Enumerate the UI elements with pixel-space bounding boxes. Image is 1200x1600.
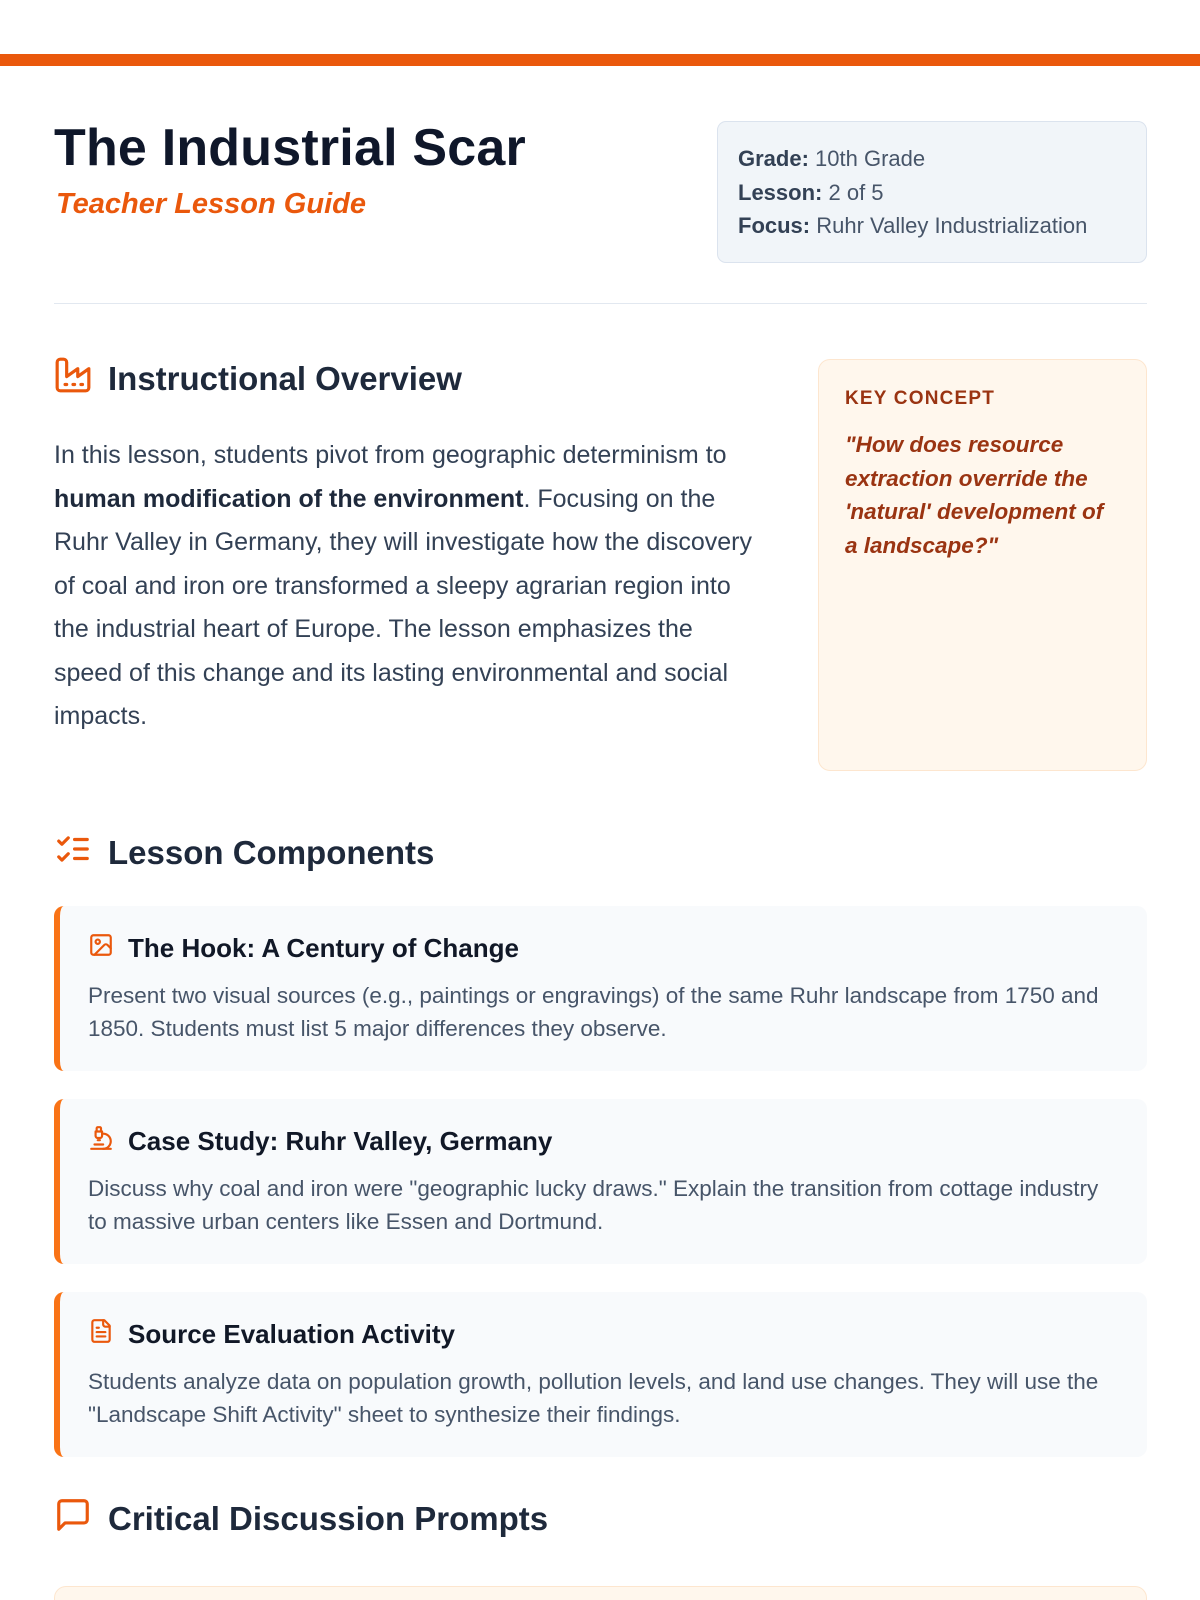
component-description: Discuss why coal and iron were "geographic lucky draws." Explain the transition from cottage industry to massive urban centers like Essen and Dortmund. [88, 1176, 1099, 1234]
page-title: The Industrial Scar [54, 119, 526, 177]
page-subtitle: Teacher Lesson Guide [56, 188, 366, 220]
component-card-case-study [54, 1099, 1147, 1264]
key-concept-quote: "How does resource extraction override the 'natural' development of a landscape?" [845, 432, 1104, 558]
document-header [54, 66, 1147, 304]
component-description: Present two visual sources (e.g., paintings or engravings) of the same Ruhr landscape from 1750 and 1850. Students must list 5 major differences they observe. [88, 983, 1099, 1041]
discussion-heading-label: Critical Discussion Prompts [108, 1500, 549, 1537]
component-card-source-evaluation [54, 1292, 1147, 1457]
key-concept-label: KEY CONCEPT [845, 388, 996, 409]
component-title: Source Evaluation Activity [128, 1319, 456, 1349]
overview-heading [54, 356, 462, 402]
document-icon [88, 1318, 114, 1351]
discussion-heading [54, 1496, 548, 1542]
lesson-guide-page [54, 66, 1147, 1537]
top-accent-bar [0, 54, 1200, 66]
component-card-hook [54, 906, 1147, 1071]
component-description: Students analyze data on population growth, pollution levels, and land use changes. They will use the "Landscape Shift Activity" sheet to synthesize their findings. [88, 1369, 1099, 1427]
microscope-icon [88, 1125, 114, 1158]
factory-icon [54, 356, 92, 402]
key-concept-box [818, 359, 1147, 771]
lesson-meta-box [717, 121, 1147, 263]
overview-paragraph: In this lesson, students pivot from geographic determinism to human modification of the environment. Focusing on the Ruhr Valley in Germany, they will investigate how the discovery of coal and iron ore transformed a sleepy agrarian region into the industrial heart of Europe. The lesson emphasizes the speed of this change and its lasting environmental and social impacts. [54, 441, 752, 730]
components-heading-label: Lesson Components [108, 834, 435, 871]
overview-heading-label: Instructional Overview [108, 360, 462, 397]
image-icon [88, 932, 114, 965]
component-title: The Hook: A Century of Change [128, 933, 519, 963]
component-title: Case Study: Ruhr Valley, Germany [128, 1126, 553, 1156]
meta-focus: Focus: Ruhr Valley Industrialization [738, 213, 1088, 238]
components-heading [54, 830, 434, 876]
discussion-prompt-card [54, 1586, 1147, 1600]
meta-lesson: Lesson: 2 of 5 [738, 179, 884, 205]
checklist-icon [54, 830, 92, 876]
meta-grade: Grade: 10th Grade [738, 146, 926, 171]
chat-bubble-icon [54, 1496, 92, 1542]
